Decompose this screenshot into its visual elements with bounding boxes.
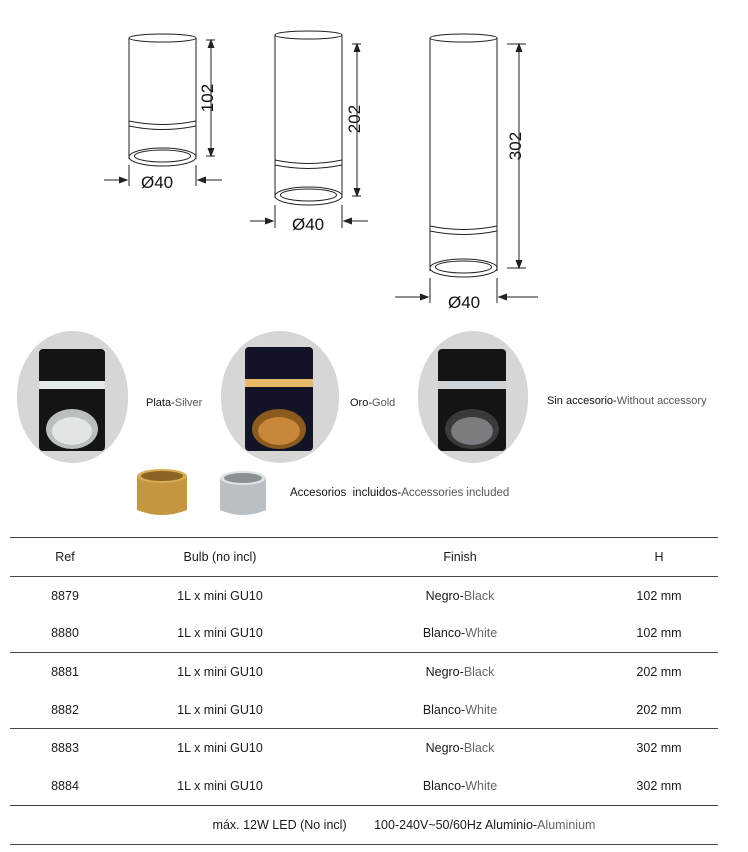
gold-ring-accessory xyxy=(133,466,191,520)
cell-finish: Blanco-White xyxy=(422,702,498,717)
cell-height: 102 mm xyxy=(600,577,718,615)
header-ref: Ref xyxy=(10,538,120,577)
cell-bulb: 1L x mini GU10 xyxy=(177,778,263,793)
cell-height: 302 mm xyxy=(600,729,718,767)
silver-ring-accessory xyxy=(216,468,270,520)
cell-finish: Negro-Black xyxy=(320,577,600,615)
cell-height: 202 mm xyxy=(600,653,718,691)
cell-ref: 8881 xyxy=(10,653,120,691)
finish-photo-no-accessory xyxy=(418,331,528,463)
table-header-row xyxy=(10,538,718,577)
footer-power: máx. 12W LED (No incl) xyxy=(212,817,347,832)
cell-finish: Blanco-White xyxy=(422,778,498,793)
cell-ref: 8879 xyxy=(10,577,120,615)
cell-bulb: 1L x mini GU10 xyxy=(120,577,320,615)
table-row xyxy=(10,615,718,653)
table-row xyxy=(10,729,718,767)
height-label-large: 302 xyxy=(506,131,525,161)
finish-photo-gold xyxy=(221,331,339,463)
diameter-label-medium: Ø40 xyxy=(292,215,325,234)
cell-finish: Negro-Black xyxy=(320,653,600,691)
header-finish: Finish xyxy=(320,538,600,577)
cell-finish: Negro-Black xyxy=(320,729,600,767)
table-footer-row xyxy=(10,805,718,844)
table-row xyxy=(10,691,718,729)
cell-bulb: 1L x mini GU10 xyxy=(177,702,263,717)
height-label-small: 102 xyxy=(198,83,217,113)
header-bulb: Bulb (no incl) xyxy=(120,538,320,577)
footer-material: Aluminio-Aluminium xyxy=(484,817,596,832)
table-row xyxy=(10,767,718,805)
diameter-label-large: Ø40 xyxy=(448,293,481,312)
table-row xyxy=(10,577,718,615)
cell-height: 102 mm xyxy=(636,626,682,641)
height-label-medium: 202 xyxy=(345,104,364,134)
finish-caption-gold: Oro-Gold xyxy=(350,397,396,409)
cell-ref: 8882 xyxy=(51,702,79,717)
technical-drawings xyxy=(0,0,748,330)
header-height: H xyxy=(600,538,718,577)
cell-bulb: 1L x mini GU10 xyxy=(120,653,320,691)
cell-bulb: 1L x mini GU10 xyxy=(177,626,263,641)
footer-voltage: 100-240V~50/60Hz xyxy=(374,817,483,832)
spec-table xyxy=(10,537,718,845)
accessories-caption: Accesorios incluidos-Accessories included xyxy=(290,487,510,499)
diameter-label-small: Ø40 xyxy=(141,173,174,192)
drawing-large xyxy=(395,34,538,303)
cell-ref: 8880 xyxy=(51,626,79,641)
finish-caption-silver: Plata-Silver xyxy=(146,397,203,409)
cell-height: 302 mm xyxy=(636,778,682,793)
cell-finish: Blanco-White xyxy=(422,626,498,641)
finish-caption-no-accessory: Sin accesorio-Without accessory xyxy=(547,395,707,407)
finish-photo-silver xyxy=(17,331,128,463)
cell-height: 202 mm xyxy=(636,702,682,717)
cell-ref: 8884 xyxy=(51,778,79,793)
table-row xyxy=(10,653,718,691)
cell-bulb: 1L x mini GU10 xyxy=(120,729,320,767)
cell-ref: 8883 xyxy=(10,729,120,767)
